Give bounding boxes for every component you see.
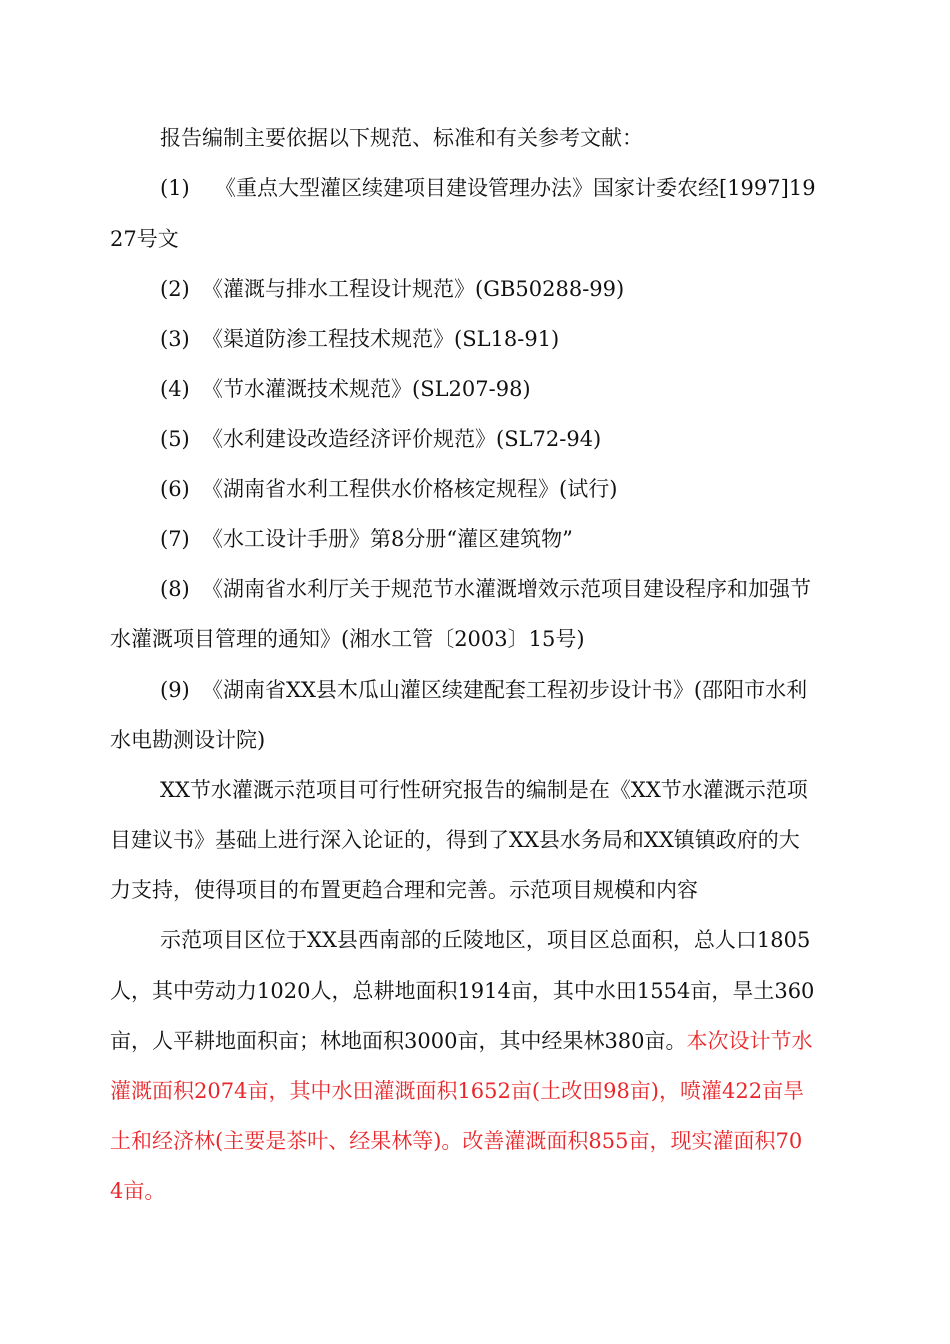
ref-8-line1: 《湖南省水利厅关于规范节水灌溉增效示范项目建设程序和加强节 (202, 577, 811, 601)
ref-2-text: 《灌溉与排水工程设计规范》(GB50288-99) (202, 277, 625, 301)
ref-3-text: 《渠道防渗工程技术规范》(SL18-91) (202, 327, 560, 351)
ref-1-line1: 《重点大型灌区续建项目建设管理办法》国家计委农经[1997]19 (215, 176, 816, 200)
para2-line3-highlight: 本次设计节水 (686, 1029, 813, 1053)
ref-8-number: (8) (160, 577, 190, 601)
para2-line4-highlight: 灌溉面积2074亩，其中水田灌溉面积1652亩(土改田98亩)，喷灌422亩旱 (110, 1079, 805, 1103)
ref-7-number: (7) (160, 527, 190, 551)
para1-line1: XX节水灌溉示范项目可行性研究报告的编制是在《XX节水灌溉示范项 (160, 778, 808, 802)
ref-4-number: (4) (160, 377, 190, 401)
ref-4-text: 《节水灌溉技术规范》(SL207-98) (202, 377, 531, 401)
para1-line3: 力支持，使得项目的布置更趋合理和完善。示范项目规模和内容 (110, 878, 698, 902)
ref-9-line2: 水电勘测设计院) (110, 728, 266, 752)
ref-7-text: 《水工设计手册》第8分册“灌区建筑物” (202, 527, 573, 551)
ref-1-line2: 27号文 (110, 227, 179, 251)
para2-line5-highlight: 土和经济林(主要是茶叶、经果林等)。改善灌溉面积855亩，现实灌面积70 (110, 1129, 803, 1153)
ref-6-text: 《湖南省水利工程供水价格核定规程》(试行) (202, 477, 618, 501)
para1-line2: 目建议书》基础上进行深入论证的，得到了XX县水务局和XX镇镇政府的大 (110, 828, 800, 852)
ref-1-number: (1) (160, 176, 190, 200)
para2-line3 (110, 1026, 813, 1056)
para2-line1: 示范项目区位于XX县西南部的丘陵地区，项目区总面积，总人口1805 (160, 928, 811, 952)
ref-9-line1: 《湖南省XX县木瓜山灌区续建配套工程初步设计书》(邵阳市水利 (202, 678, 808, 702)
ref-6-number: (6) (160, 477, 190, 501)
ref-5-text: 《水利建设改造经济评价规范》(SL72-94) (202, 427, 602, 451)
para2-line3-text: 亩，人平耕地面积亩；林地面积3000亩，其中经果林380亩。 (110, 1029, 687, 1053)
ref-2-number: (2) (160, 277, 190, 301)
intro-line: 报告编制主要依据以下规范、标准和有关参考文献： (160, 126, 643, 150)
ref-9-number: (9) (160, 678, 190, 702)
para2-line2: 人，其中劳动力1020人，总耕地面积1914亩，其中水田1554亩，旱土360 (110, 979, 815, 1003)
ref-3-number: (3) (160, 327, 190, 351)
ref-5-number: (5) (160, 427, 190, 451)
para2-line6-highlight: 4亩。 (110, 1179, 166, 1203)
ref-8-line2: 水灌溉项目管理的通知》(湘水工管〔2003〕15号) (110, 627, 585, 651)
